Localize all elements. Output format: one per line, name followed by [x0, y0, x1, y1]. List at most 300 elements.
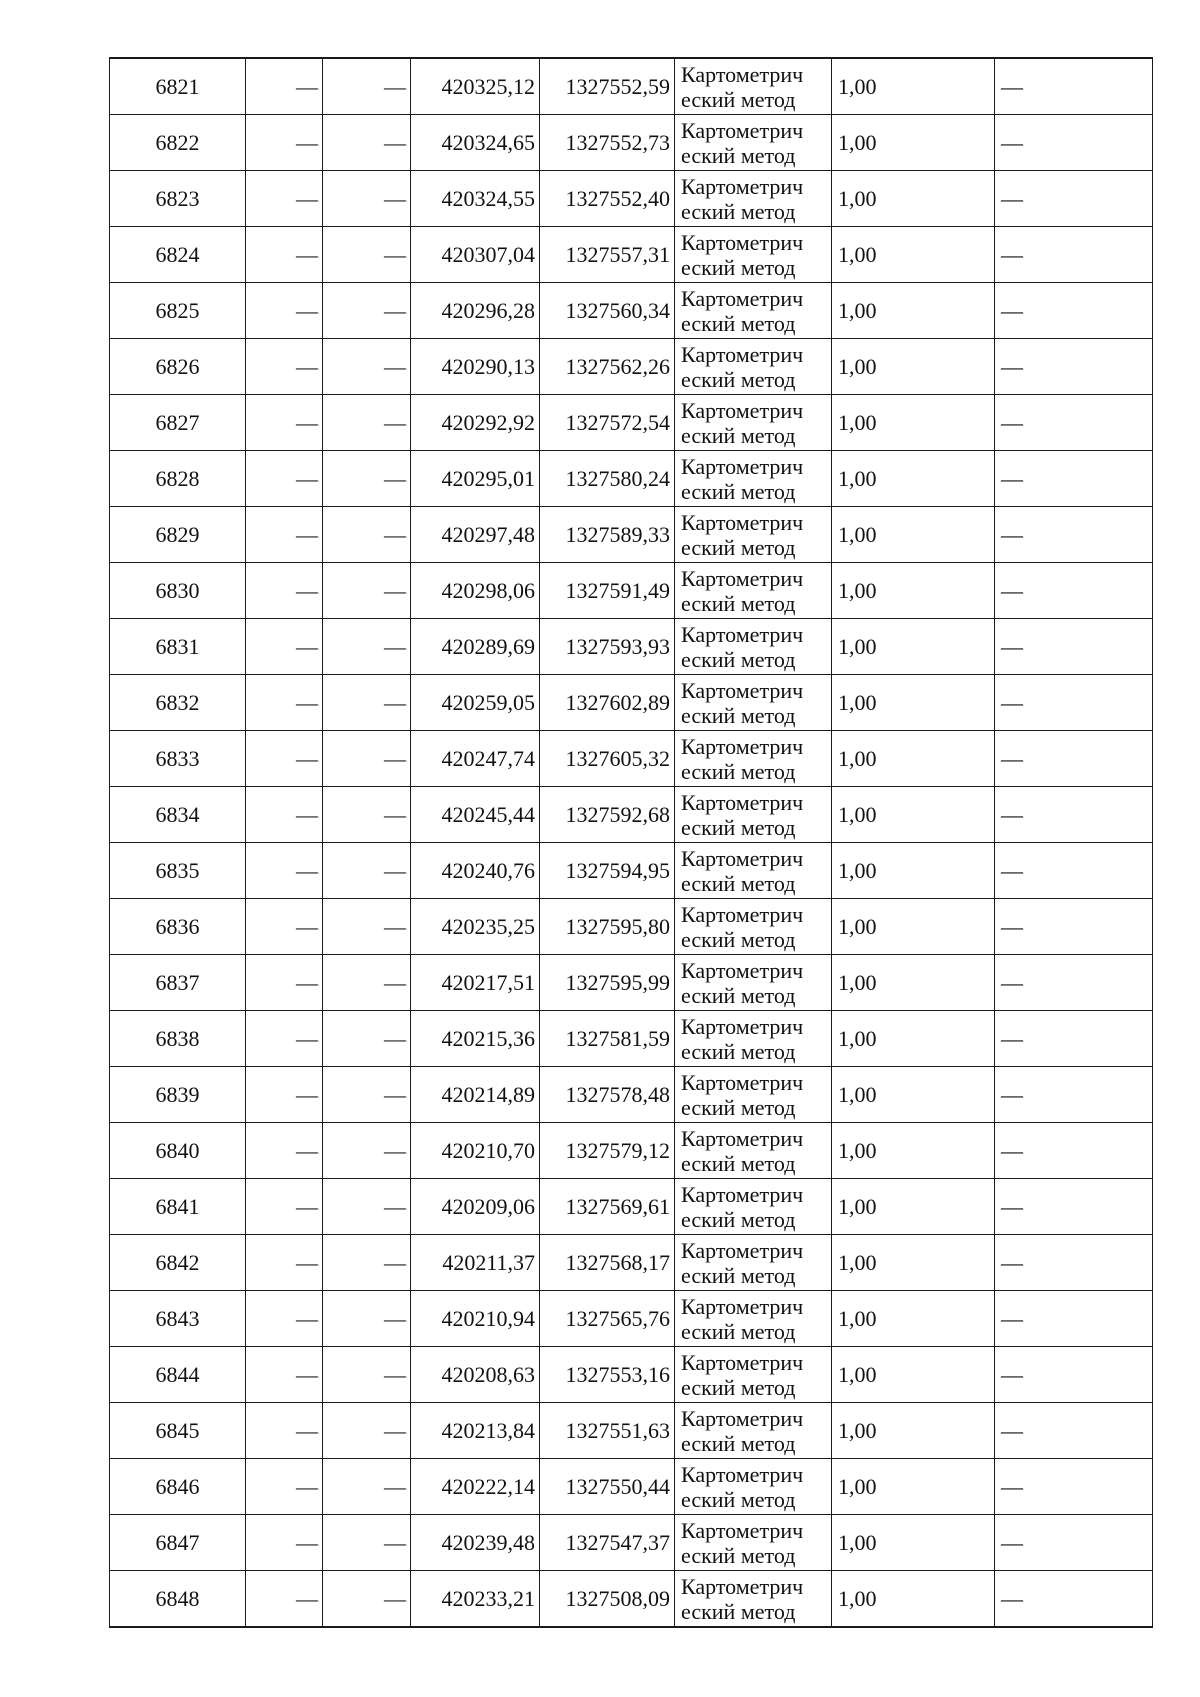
table-row [110, 955, 1153, 1011]
accuracy-cell: 1,00 [832, 1571, 995, 1628]
empty-value-cell: — [323, 843, 411, 899]
point-number-cell: 6844 [110, 1347, 246, 1403]
table-row [110, 507, 1153, 563]
note-cell: — [995, 1571, 1153, 1628]
point-number-cell: 6841 [110, 1179, 246, 1235]
method-cell [675, 619, 832, 675]
accuracy-cell: 1,00 [832, 507, 995, 563]
y-coordinate-cell: 1327557,31 [540, 227, 675, 283]
empty-value-cell: — [246, 283, 323, 339]
method-text-line1: Картометрич [681, 1293, 804, 1319]
y-coordinate-cell: 1327569,61 [540, 1179, 675, 1235]
note-cell: — [995, 1123, 1153, 1179]
empty-value-cell: — [323, 787, 411, 843]
method-cell [675, 58, 832, 115]
note-cell: — [995, 675, 1153, 731]
method-cell [675, 451, 832, 507]
empty-value-cell: — [246, 1011, 323, 1067]
empty-value-cell: — [323, 1011, 411, 1067]
empty-value-cell: — [323, 899, 411, 955]
x-coordinate-cell: 420210,94 [411, 1291, 540, 1347]
method-text-line2: еский метод [681, 1430, 796, 1456]
x-coordinate-cell: 420240,76 [411, 843, 540, 899]
y-coordinate-cell: 1327572,54 [540, 395, 675, 451]
point-number-cell: 6827 [110, 395, 246, 451]
point-number-cell: 6826 [110, 339, 246, 395]
method-text-line1: Картометрич [681, 1125, 804, 1151]
table-row [110, 339, 1153, 395]
empty-value-cell: — [323, 1459, 411, 1515]
table-row [110, 283, 1153, 339]
empty-value-cell: — [323, 451, 411, 507]
table-row [110, 1459, 1153, 1515]
empty-value-cell: — [246, 1235, 323, 1291]
empty-value-cell: — [323, 731, 411, 787]
empty-value-cell: — [246, 227, 323, 283]
method-cell [675, 339, 832, 395]
point-number-cell: 6832 [110, 675, 246, 731]
y-coordinate-cell: 1327579,12 [540, 1123, 675, 1179]
empty-value-cell: — [246, 395, 323, 451]
method-text-line1: Картометрич [681, 733, 804, 759]
note-cell: — [995, 1403, 1153, 1459]
y-coordinate-cell: 1327605,32 [540, 731, 675, 787]
x-coordinate-cell: 420214,89 [411, 1067, 540, 1123]
method-text-line2: еский метод [681, 590, 796, 616]
accuracy-cell: 1,00 [832, 1011, 995, 1067]
accuracy-cell: 1,00 [832, 1291, 995, 1347]
point-number-cell: 6821 [110, 58, 246, 115]
method-text-line2: еский метод [681, 86, 796, 112]
method-text-line2: еский метод [681, 1206, 796, 1232]
x-coordinate-cell: 420210,70 [411, 1123, 540, 1179]
note-cell: — [995, 451, 1153, 507]
point-number-cell: 6848 [110, 1571, 246, 1628]
x-coordinate-cell: 420324,65 [411, 115, 540, 171]
point-number-cell: 6828 [110, 451, 246, 507]
accuracy-cell: 1,00 [832, 395, 995, 451]
x-coordinate-cell: 420235,25 [411, 899, 540, 955]
empty-value-cell: — [323, 395, 411, 451]
empty-value-cell: — [323, 115, 411, 171]
accuracy-cell: 1,00 [832, 58, 995, 115]
method-cell [675, 1123, 832, 1179]
empty-value-cell: — [246, 731, 323, 787]
method-text-line2: еский метод [681, 198, 796, 224]
method-text-line1: Картометрич [681, 173, 804, 199]
empty-value-cell: — [246, 1179, 323, 1235]
accuracy-cell: 1,00 [832, 451, 995, 507]
y-coordinate-cell: 1327547,37 [540, 1515, 675, 1571]
x-coordinate-cell: 420211,37 [411, 1235, 540, 1291]
y-coordinate-cell: 1327551,63 [540, 1403, 675, 1459]
method-text-line1: Картометрич [681, 621, 804, 647]
x-coordinate-cell: 420209,06 [411, 1179, 540, 1235]
method-text-line1: Картометрич [681, 1181, 804, 1207]
method-cell [675, 787, 832, 843]
empty-value-cell: — [246, 1459, 323, 1515]
x-coordinate-cell: 420296,28 [411, 283, 540, 339]
accuracy-cell: 1,00 [832, 1403, 995, 1459]
point-number-cell: 6833 [110, 731, 246, 787]
table-row [110, 171, 1153, 227]
table-row [110, 395, 1153, 451]
empty-value-cell: — [246, 1571, 323, 1628]
method-text-line1: Картометрич [681, 1237, 804, 1263]
empty-value-cell: — [323, 1571, 411, 1628]
x-coordinate-cell: 420289,69 [411, 619, 540, 675]
x-coordinate-cell: 420239,48 [411, 1515, 540, 1571]
method-cell [675, 731, 832, 787]
method-text-line2: еский метод [681, 1038, 796, 1064]
y-coordinate-cell: 1327580,24 [540, 451, 675, 507]
empty-value-cell: — [246, 1291, 323, 1347]
empty-value-cell: — [323, 227, 411, 283]
accuracy-cell: 1,00 [832, 227, 995, 283]
table-row [110, 1571, 1153, 1628]
method-cell [675, 283, 832, 339]
y-coordinate-cell: 1327592,68 [540, 787, 675, 843]
accuracy-cell: 1,00 [832, 675, 995, 731]
empty-value-cell: — [246, 451, 323, 507]
method-text-line2: еский метод [681, 1598, 796, 1624]
method-text-line2: еский метод [681, 870, 796, 896]
method-cell [675, 227, 832, 283]
table-row [110, 675, 1153, 731]
empty-value-cell: — [323, 58, 411, 115]
method-cell [675, 1011, 832, 1067]
method-cell [675, 1403, 832, 1459]
accuracy-cell: 1,00 [832, 731, 995, 787]
point-number-cell: 6825 [110, 283, 246, 339]
point-number-cell: 6836 [110, 899, 246, 955]
note-cell: — [995, 899, 1153, 955]
accuracy-cell: 1,00 [832, 1347, 995, 1403]
accuracy-cell: 1,00 [832, 1515, 995, 1571]
empty-value-cell: — [246, 1403, 323, 1459]
method-text-line1: Картометрич [681, 1405, 804, 1431]
method-cell [675, 1291, 832, 1347]
accuracy-cell: 1,00 [832, 955, 995, 1011]
table-row [110, 1067, 1153, 1123]
y-coordinate-cell: 1327593,93 [540, 619, 675, 675]
empty-value-cell: — [246, 619, 323, 675]
table-row [110, 843, 1153, 899]
x-coordinate-cell: 420233,21 [411, 1571, 540, 1628]
method-text-line1: Картометрич [681, 901, 804, 927]
table-row [110, 619, 1153, 675]
accuracy-cell: 1,00 [832, 619, 995, 675]
y-coordinate-cell: 1327595,99 [540, 955, 675, 1011]
method-cell [675, 1179, 832, 1235]
empty-value-cell: — [323, 955, 411, 1011]
method-text-line1: Картометрич [681, 565, 804, 591]
note-cell: — [995, 395, 1153, 451]
note-cell: — [995, 1291, 1153, 1347]
table-body [110, 58, 1153, 1627]
table-row [110, 899, 1153, 955]
method-text-line2: еский метод [681, 310, 796, 336]
y-coordinate-cell: 1327594,95 [540, 843, 675, 899]
method-text-line1: Картометрич [681, 397, 804, 423]
table-row [110, 1179, 1153, 1235]
point-number-cell: 6839 [110, 1067, 246, 1123]
empty-value-cell: — [246, 675, 323, 731]
method-text-line2: еский метод [681, 254, 796, 280]
table-row [110, 1515, 1153, 1571]
y-coordinate-cell: 1327565,76 [540, 1291, 675, 1347]
empty-value-cell: — [246, 339, 323, 395]
method-cell [675, 955, 832, 1011]
table-row [110, 451, 1153, 507]
table-row [110, 1123, 1153, 1179]
empty-value-cell: — [246, 1347, 323, 1403]
y-coordinate-cell: 1327591,49 [540, 563, 675, 619]
note-cell: — [995, 115, 1153, 171]
note-cell: — [995, 1515, 1153, 1571]
empty-value-cell: — [246, 843, 323, 899]
accuracy-cell: 1,00 [832, 1123, 995, 1179]
y-coordinate-cell: 1327562,26 [540, 339, 675, 395]
x-coordinate-cell: 420245,44 [411, 787, 540, 843]
y-coordinate-cell: 1327508,09 [540, 1571, 675, 1628]
empty-value-cell: — [246, 171, 323, 227]
x-coordinate-cell: 420247,74 [411, 731, 540, 787]
method-text-line1: Картометрич [681, 1069, 804, 1095]
table-row [110, 1403, 1153, 1459]
method-cell [675, 675, 832, 731]
empty-value-cell: — [323, 507, 411, 563]
empty-value-cell: — [323, 1403, 411, 1459]
point-number-cell: 6847 [110, 1515, 246, 1571]
method-text-line1: Картометрич [681, 509, 804, 535]
method-text-line2: еский метод [681, 1374, 796, 1400]
note-cell: — [995, 1067, 1153, 1123]
y-coordinate-cell: 1327552,73 [540, 115, 675, 171]
table-row [110, 1011, 1153, 1067]
point-number-cell: 6840 [110, 1123, 246, 1179]
accuracy-cell: 1,00 [832, 1067, 995, 1123]
method-text-line2: еский метод [681, 814, 796, 840]
empty-value-cell: — [246, 1123, 323, 1179]
method-text-line1: Картометрич [681, 1461, 804, 1487]
table-row [110, 227, 1153, 283]
empty-value-cell: — [323, 171, 411, 227]
method-text-line2: еский метод [681, 142, 796, 168]
note-cell: — [995, 955, 1153, 1011]
empty-value-cell: — [323, 283, 411, 339]
note-cell: — [995, 843, 1153, 899]
x-coordinate-cell: 420222,14 [411, 1459, 540, 1515]
method-text-line1: Картометрич [681, 1349, 804, 1375]
y-coordinate-cell: 1327595,80 [540, 899, 675, 955]
method-text-line2: еский метод [681, 982, 796, 1008]
table-row [110, 1235, 1153, 1291]
method-text-line2: еский метод [681, 1486, 796, 1512]
method-text-line2: еский метод [681, 1262, 796, 1288]
method-text-line1: Картометрич [681, 1013, 804, 1039]
method-cell [675, 1067, 832, 1123]
method-cell [675, 1459, 832, 1515]
x-coordinate-cell: 420324,55 [411, 171, 540, 227]
accuracy-cell: 1,00 [832, 115, 995, 171]
table-row [110, 1291, 1153, 1347]
empty-value-cell: — [246, 563, 323, 619]
method-cell [675, 843, 832, 899]
method-text-line1: Картометрич [681, 845, 804, 871]
note-cell: — [995, 1459, 1153, 1515]
method-cell [675, 507, 832, 563]
method-cell [675, 1347, 832, 1403]
note-cell: — [995, 563, 1153, 619]
table-row [110, 563, 1153, 619]
accuracy-cell: 1,00 [832, 171, 995, 227]
note-cell: — [995, 1235, 1153, 1291]
empty-value-cell: — [323, 675, 411, 731]
table-row [110, 731, 1153, 787]
method-cell [675, 899, 832, 955]
y-coordinate-cell: 1327553,16 [540, 1347, 675, 1403]
method-cell [675, 395, 832, 451]
empty-value-cell: — [246, 787, 323, 843]
method-text-line2: еский метод [681, 1318, 796, 1344]
accuracy-cell: 1,00 [832, 339, 995, 395]
table-row [110, 1347, 1153, 1403]
x-coordinate-cell: 420290,13 [411, 339, 540, 395]
method-text-line1: Картометрич [681, 1517, 804, 1543]
empty-value-cell: — [323, 1123, 411, 1179]
point-number-cell: 6829 [110, 507, 246, 563]
accuracy-cell: 1,00 [832, 899, 995, 955]
empty-value-cell: — [246, 1067, 323, 1123]
method-text-line1: Картометрич [681, 341, 804, 367]
method-text-line2: еский метод [681, 422, 796, 448]
method-text-line2: еский метод [681, 758, 796, 784]
method-text-line2: еский метод [681, 926, 796, 952]
method-text-line2: еский метод [681, 702, 796, 728]
y-coordinate-cell: 1327550,44 [540, 1459, 675, 1515]
method-text-line2: еский метод [681, 478, 796, 504]
accuracy-cell: 1,00 [832, 563, 995, 619]
point-number-cell: 6824 [110, 227, 246, 283]
y-coordinate-cell: 1327581,59 [540, 1011, 675, 1067]
note-cell: — [995, 507, 1153, 563]
method-cell [675, 1571, 832, 1628]
accuracy-cell: 1,00 [832, 1235, 995, 1291]
x-coordinate-cell: 420217,51 [411, 955, 540, 1011]
method-text-line1: Картометрич [681, 677, 804, 703]
note-cell: — [995, 58, 1153, 115]
accuracy-cell: 1,00 [832, 1179, 995, 1235]
empty-value-cell: — [323, 1179, 411, 1235]
empty-value-cell: — [246, 58, 323, 115]
method-text-line1: Картометрич [681, 453, 804, 479]
empty-value-cell: — [246, 115, 323, 171]
point-number-cell: 6823 [110, 171, 246, 227]
point-number-cell: 6838 [110, 1011, 246, 1067]
note-cell: — [995, 339, 1153, 395]
x-coordinate-cell: 420307,04 [411, 227, 540, 283]
method-text-line1: Картометрич [681, 229, 804, 255]
method-text-line1: Картометрич [681, 789, 804, 815]
empty-value-cell: — [246, 1515, 323, 1571]
empty-value-cell: — [323, 1291, 411, 1347]
method-cell [675, 1235, 832, 1291]
accuracy-cell: 1,00 [832, 843, 995, 899]
method-text-line2: еский метод [681, 1094, 796, 1120]
empty-value-cell: — [323, 1235, 411, 1291]
note-cell: — [995, 1347, 1153, 1403]
note-cell: — [995, 227, 1153, 283]
method-cell [675, 115, 832, 171]
point-number-cell: 6843 [110, 1291, 246, 1347]
y-coordinate-cell: 1327552,59 [540, 58, 675, 115]
method-text-line2: еский метод [681, 366, 796, 392]
note-cell: — [995, 787, 1153, 843]
note-cell: — [995, 619, 1153, 675]
y-coordinate-cell: 1327602,89 [540, 675, 675, 731]
method-cell [675, 171, 832, 227]
empty-value-cell: — [323, 1515, 411, 1571]
y-coordinate-cell: 1327560,34 [540, 283, 675, 339]
empty-value-cell: — [246, 955, 323, 1011]
point-number-cell: 6846 [110, 1459, 246, 1515]
method-text-line1: Картометрич [681, 117, 804, 143]
point-number-cell: 6822 [110, 115, 246, 171]
y-coordinate-cell: 1327552,40 [540, 171, 675, 227]
accuracy-cell: 1,00 [832, 283, 995, 339]
method-text-line2: еский метод [681, 534, 796, 560]
x-coordinate-cell: 420325,12 [411, 58, 540, 115]
empty-value-cell: — [323, 563, 411, 619]
x-coordinate-cell: 420215,36 [411, 1011, 540, 1067]
accuracy-cell: 1,00 [832, 787, 995, 843]
table-row [110, 787, 1153, 843]
empty-value-cell: — [323, 1347, 411, 1403]
method-text-line1: Картометрич [681, 61, 804, 87]
empty-value-cell: — [323, 339, 411, 395]
y-coordinate-cell: 1327578,48 [540, 1067, 675, 1123]
point-number-cell: 6831 [110, 619, 246, 675]
method-text-line1: Картометрич [681, 285, 804, 311]
y-coordinate-cell: 1327568,17 [540, 1235, 675, 1291]
method-text-line1: Картометрич [681, 1573, 804, 1599]
x-coordinate-cell: 420297,48 [411, 507, 540, 563]
empty-value-cell: — [323, 1067, 411, 1123]
x-coordinate-cell: 420295,01 [411, 451, 540, 507]
x-coordinate-cell: 420208,63 [411, 1347, 540, 1403]
table-row [110, 115, 1153, 171]
coordinates-table [109, 57, 1153, 1628]
table-row [110, 58, 1153, 115]
note-cell: — [995, 283, 1153, 339]
method-text-line1: Картометрич [681, 957, 804, 983]
method-text-line2: еский метод [681, 1542, 796, 1568]
empty-value-cell: — [323, 619, 411, 675]
note-cell: — [995, 731, 1153, 787]
point-number-cell: 6834 [110, 787, 246, 843]
point-number-cell: 6845 [110, 1403, 246, 1459]
method-cell [675, 1515, 832, 1571]
point-number-cell: 6830 [110, 563, 246, 619]
point-number-cell: 6835 [110, 843, 246, 899]
method-text-line2: еский метод [681, 1150, 796, 1176]
x-coordinate-cell: 420298,06 [411, 563, 540, 619]
accuracy-cell: 1,00 [832, 1459, 995, 1515]
empty-value-cell: — [246, 507, 323, 563]
x-coordinate-cell: 420213,84 [411, 1403, 540, 1459]
y-coordinate-cell: 1327589,33 [540, 507, 675, 563]
